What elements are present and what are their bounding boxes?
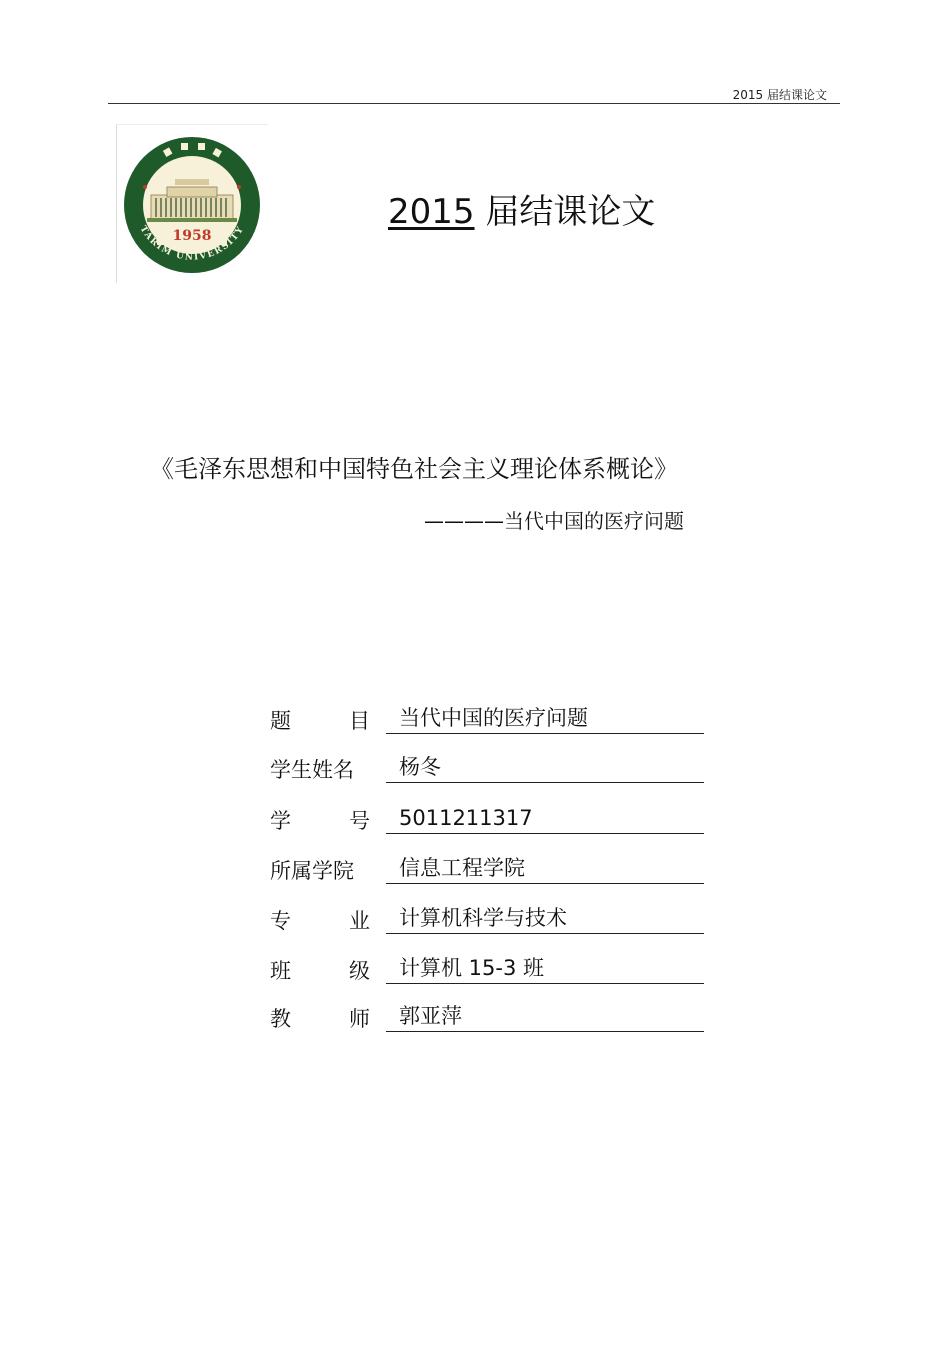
info-value: 当代中国的医疗问题 — [386, 705, 704, 734]
info-value: 计算机 15-3 班 — [386, 955, 704, 984]
info-row — [270, 855, 710, 885]
document-title — [388, 184, 655, 233]
info-label-text: 教 — [270, 1007, 291, 1031]
info-label — [270, 754, 370, 784]
paper-subtitle: ————当代中国的医疗问题 — [424, 509, 684, 533]
info-label — [270, 855, 370, 885]
info-value: 杨冬 — [386, 754, 704, 783]
info-row — [270, 754, 710, 784]
info-row — [270, 1003, 710, 1033]
title-year: 2015 — [388, 192, 475, 232]
seal-ring-text: TARIM UNIVERSITY — [137, 224, 247, 263]
university-logo — [116, 124, 268, 283]
seal-icon — [117, 125, 268, 283]
info-label — [270, 805, 370, 835]
info-label — [270, 1003, 370, 1033]
seal-year: 1958 — [172, 228, 212, 244]
info-label-text: 班 — [270, 959, 291, 983]
info-label-text: 专 — [270, 909, 291, 933]
info-row — [270, 805, 710, 835]
info-label-text: 号 — [349, 809, 370, 833]
info-label-text: 学生姓名 — [270, 758, 354, 782]
info-row — [270, 705, 710, 735]
course-title: 《毛泽东思想和中国特色社会主义理论体系概论》 — [150, 455, 678, 483]
info-label-text: 级 — [349, 959, 370, 983]
info-label — [270, 905, 370, 935]
header-rule — [108, 103, 840, 104]
info-row — [270, 905, 710, 935]
info-label-text: 目 — [349, 709, 370, 733]
info-row — [270, 955, 710, 985]
info-value: 计算机科学与技术 — [386, 905, 704, 934]
info-label-text: 所属学院 — [270, 859, 354, 883]
info-label — [270, 955, 370, 985]
info-label-text: 业 — [349, 909, 370, 933]
info-value: 郭亚萍 — [386, 1003, 704, 1032]
info-value: 5011211317 — [386, 805, 704, 834]
info-value: 信息工程学院 — [386, 855, 704, 884]
title-rest: 届结课论文 — [485, 192, 656, 232]
info-label-text: 学 — [270, 809, 291, 833]
info-label-text: 题 — [270, 709, 291, 733]
info-label — [270, 705, 370, 735]
running-header: 2015 届结课论文 — [732, 88, 827, 102]
info-label-text: 师 — [349, 1007, 370, 1031]
